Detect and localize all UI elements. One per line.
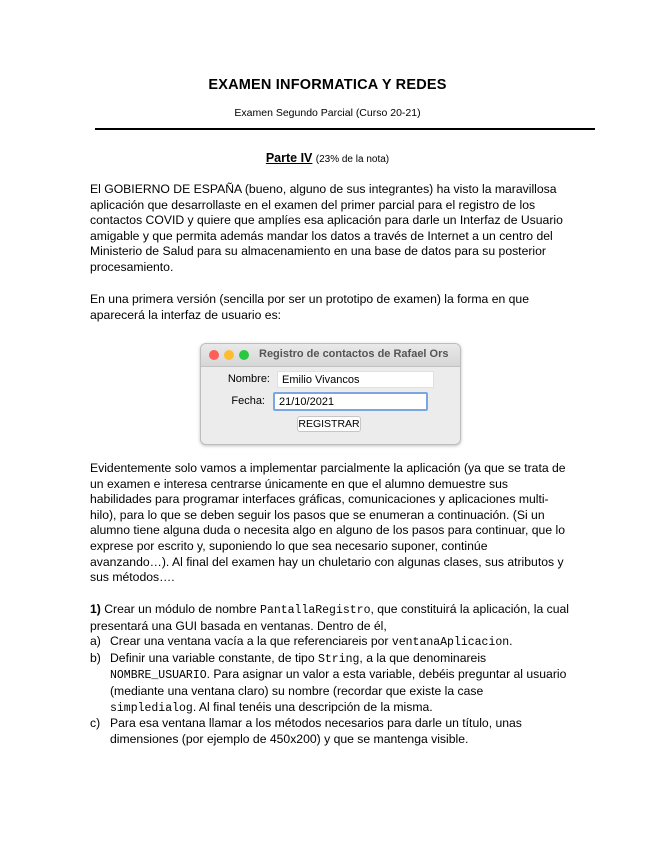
interface-paragraph: En una primera versión (sencilla por ser un prototipo de examen) la forma en que aparecerá la interfaz de usuario es: bbox=[90, 292, 529, 322]
question-1 bbox=[90, 602, 570, 747]
code-string: String bbox=[318, 652, 360, 666]
list-item: b) Definir una variable constante, de tipo String, a la que denominareis NOMBRE_USUARIO. Para asignar un valor a esta variable, debéis preguntar al usuario (mediante una ventana claro) su nombre (recordar que existe la case simpledialog. Al final tenéis una descripción de la misma. bbox=[90, 650, 567, 715]
list-item: a) Crear una ventana vacía a la que referenciareis por ventanaAplicacion. bbox=[90, 634, 513, 650]
minimize-window-icon bbox=[224, 350, 234, 360]
parte-note: (23% de la nota) bbox=[315, 154, 390, 165]
intro-paragraph: El GOBIERNO DE ESPAÑA (bueno, alguno de sus integrantes) ha visto la maravillosa aplicación que desarrollaste en el examen del primer parcial para el registro de los contactos COVID y quiere que amplíes esa aplicación para darle un Interfaz de Usuario amigable y que permita además mandar los datos a través de Internet a un centro del Ministerio de Salud para su almacenamiento en una base de datos para su posterior procesamiento. bbox=[90, 182, 563, 274]
fecha-input: 21/10/2021 bbox=[273, 392, 428, 411]
fecha-label: Fecha: bbox=[231, 395, 265, 407]
item-marker: a) bbox=[90, 634, 101, 649]
exam-subtitle: Examen Segundo Parcial (Curso 20-21) bbox=[234, 107, 421, 119]
code-simpledialog: simpledialog bbox=[110, 701, 193, 715]
window-titlebar bbox=[201, 344, 460, 367]
header-divider bbox=[95, 128, 595, 130]
window-title: Registro de contactos de Rafael Ors bbox=[259, 348, 449, 360]
module-name-code: PantallaRegistro bbox=[260, 604, 371, 617]
steps-paragraph: Evidentemente solo vamos a implementar parcialmente la aplicación (ya que se trata de un examen e interesa centrarse únicamente en que el alumno demuestre sus habilidades para programar interfaces gráficas, comunicaciones y aplicaciones multi-hilo), para lo que se deben seguir los pasos que se enumeran a continuación. (Si un alumno tiene alguna duda o necesita algo en alguno de los pasos para continuar, que lo exprese por escrito y, suponiendo lo que sea necesario suponer, continúe avanzando…). Al final del examen hay un chuletario con algunas clases, sus atributos y sus métodos…. bbox=[90, 461, 566, 585]
item-marker: b) bbox=[90, 650, 101, 665]
code-nombre-usuario: NOMBRE_USUARIO bbox=[110, 669, 207, 683]
list-item: c) Para esa ventana llamar a los métodos necesarios para darle un título, unas dimensiones (por ejemplo de 450x200) y que se mantenga visible. bbox=[90, 716, 522, 746]
code-ventanaAplicacion: ventanaAplicacion bbox=[391, 636, 510, 650]
item-marker: c) bbox=[90, 716, 101, 731]
parte-label: Parte IV bbox=[265, 151, 313, 165]
exam-title: EXAMEN INFORMATICA Y REDES bbox=[208, 77, 447, 93]
registrar-button: REGISTRAR bbox=[298, 418, 360, 430]
question-1-items bbox=[90, 634, 570, 747]
maximize-window-icon bbox=[239, 350, 249, 360]
close-window-icon bbox=[209, 350, 219, 360]
registro-window-mockup bbox=[200, 343, 461, 445]
nombre-input: Emilio Vivancos bbox=[277, 371, 434, 388]
question-1-intro: 1) Crear un módulo de nombre PantallaRegistro, que constituirá la aplicación, la cual presentará una GUI basada en ventanas. Dentro de él, bbox=[90, 602, 569, 633]
parte-heading bbox=[0, 151, 655, 165]
nombre-label: Nombre: bbox=[227, 373, 270, 385]
question-1-number: 1) bbox=[90, 602, 101, 616]
